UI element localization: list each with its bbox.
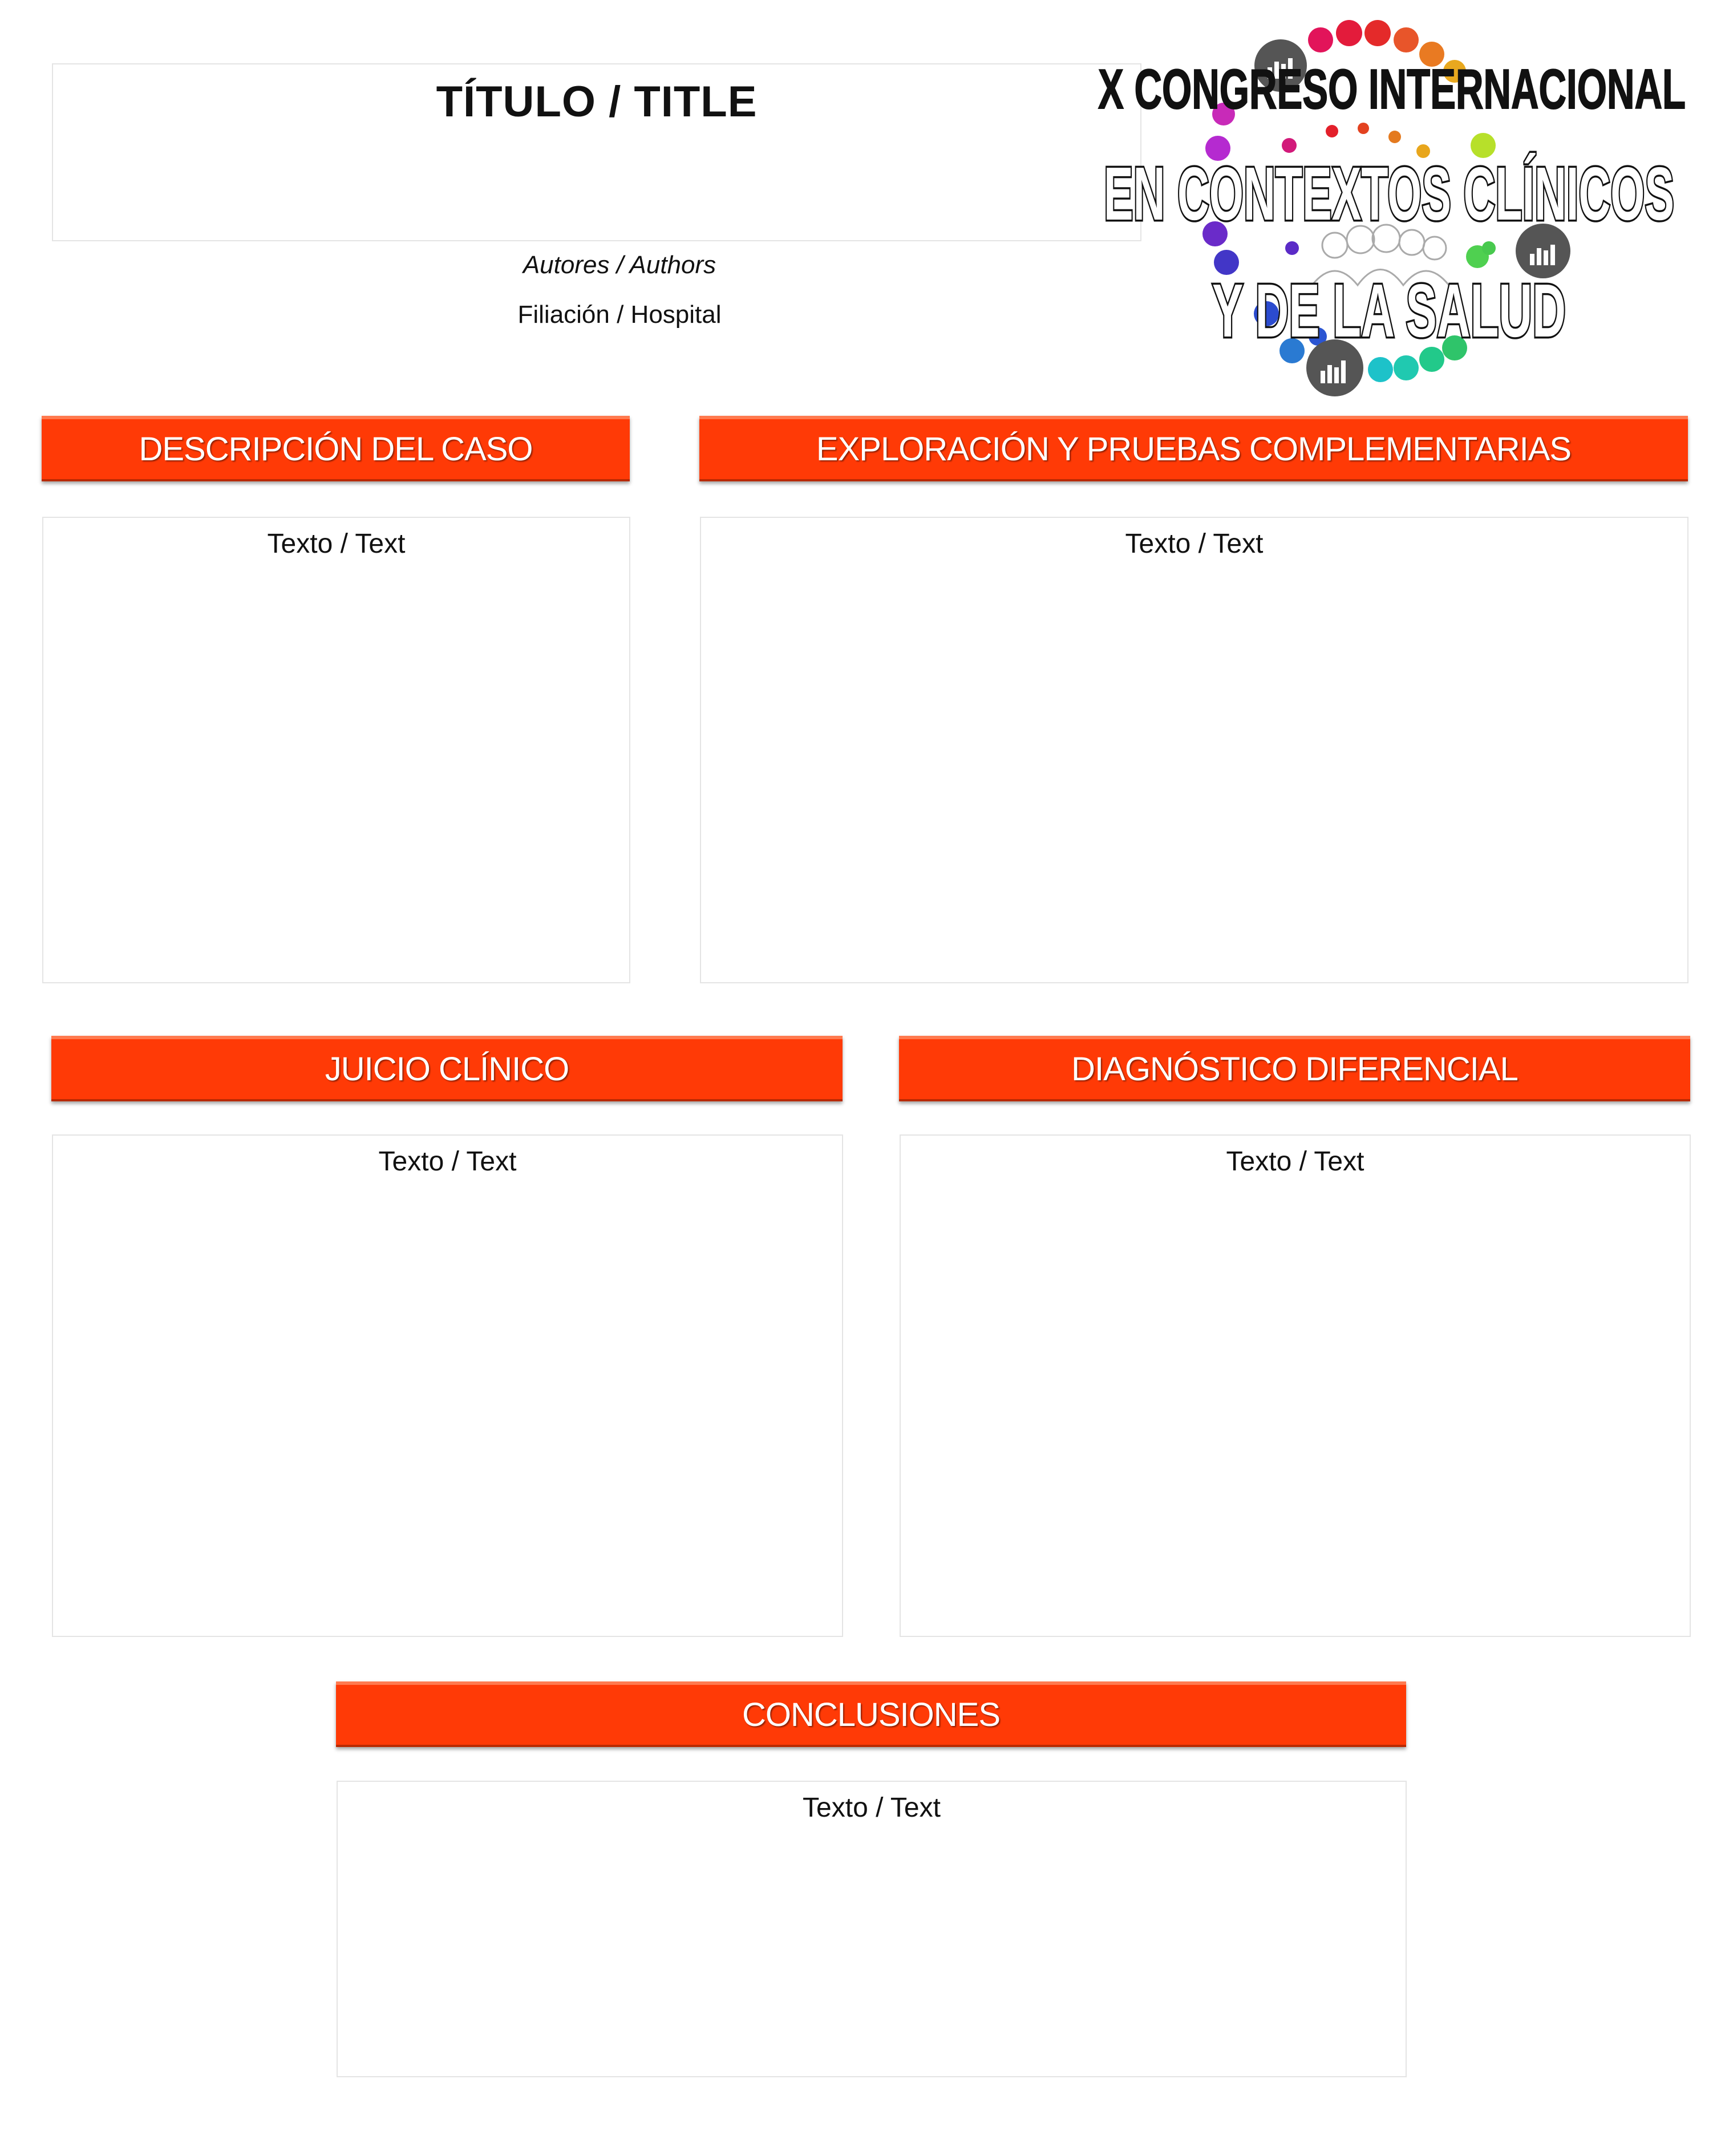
authors-line: Autores / Authors — [523, 251, 716, 279]
description-heading: DESCRIPCIÓN DEL CASO — [42, 416, 630, 481]
conclusions-heading: CONCLUSIONES — [336, 1681, 1406, 1747]
differential-textbox[interactable] — [900, 1134, 1691, 1637]
differential-text: Texto / Text — [1226, 1146, 1364, 1177]
logo-line-2: EN CONTEXTOS CLÍNICOS — [1104, 152, 1674, 236]
title-box[interactable] — [52, 63, 1141, 241]
logo-line-1: X CONGRESO INTERNACIONAL — [1098, 58, 1686, 120]
exploration-text: Texto / Text — [1125, 529, 1264, 559]
description-textbox[interactable] — [42, 517, 630, 983]
congress-logo — [1090, 17, 1694, 405]
exploration-heading: EXPLORACIÓN Y PRUEBAS COMPLEMENTARIAS — [699, 416, 1688, 481]
poster-title: TÍTULO / TITLE — [436, 78, 758, 126]
clinical-judgement-textbox[interactable] — [52, 1134, 843, 1637]
differential-heading: DIAGNÓSTICO DIFERENCIAL — [899, 1036, 1690, 1101]
clinical-judgement-heading: JUICIO CLÍNICO — [51, 1036, 843, 1101]
description-text: Texto / Text — [267, 529, 406, 559]
exploration-textbox[interactable] — [700, 517, 1688, 983]
clinical-judgement-text: Texto / Text — [378, 1146, 517, 1177]
conclusions-textbox[interactable] — [337, 1781, 1407, 2077]
logo-line-3: Y DE LA SALUD — [1212, 269, 1566, 352]
affiliation-line: Filiación / Hospital — [517, 301, 722, 329]
conclusions-text: Texto / Text — [803, 1793, 941, 1823]
